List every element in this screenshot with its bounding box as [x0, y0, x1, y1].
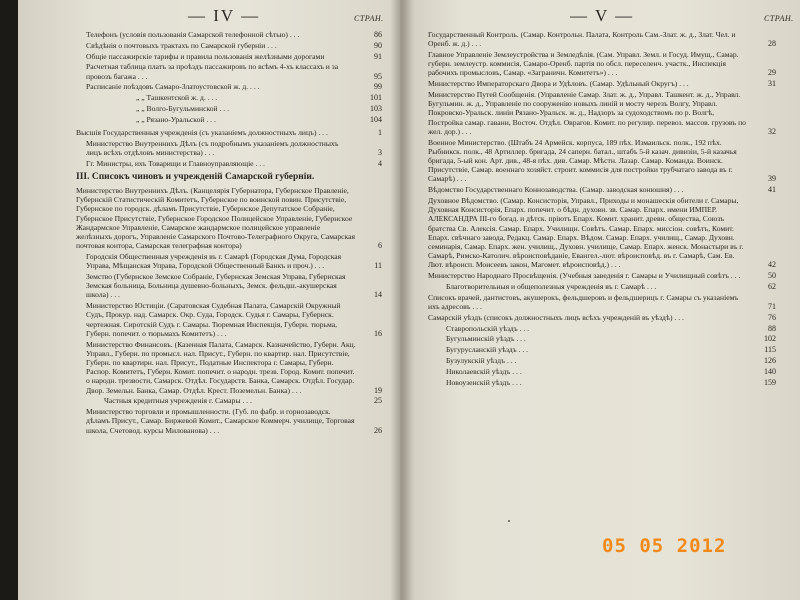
- toc-entry: [418, 324, 776, 333]
- toc-entry-text: Министерство Народнаго Просвѣщенія. (Учебныя заведенія г. Самары и Училищный совѣтъ . . .: [428, 271, 741, 281]
- toc-entry: [76, 104, 382, 113]
- toc-entry-page-number: 126: [764, 356, 776, 366]
- toc-entry: [76, 159, 382, 168]
- section-heading: III. Списокъ чиновъ и учрежденій Самарской губерніи.: [76, 171, 315, 182]
- toc-entry-page-number: 50: [768, 271, 776, 281]
- toc-entry: [76, 41, 382, 50]
- toc-entry: [418, 79, 776, 88]
- toc-entry-text: Вѣдомство Государственнаго Коннозаводства. (Самар. заводская конюшня) . . .: [428, 185, 684, 195]
- toc-entry: [76, 252, 382, 270]
- toc-entry-page-number: 14: [374, 290, 382, 300]
- toc-entry-page-number: 140: [764, 366, 776, 376]
- book-gutter: [390, 0, 414, 600]
- toc-entry-text: „ „ Волго-Бугульминской . . .: [136, 103, 229, 113]
- toc-entry-text: Министерство Внутреннихъ Дѣлъ. (Канцелярія Губернатора, Губернское Правленіе, Губернскій Статистическій Комитетъ, Губернское по воинской повин. Присутствіе, Губернское по городск. дѣламъ Присутствіе, Губернское Депутатское Собраніе, Губернское Присутствіе, Губернское Городское Полицейское Управленіе, Губернское Жандармское Управленіе, Самарское жандармское полицейское управленіе желѣзныхъ дорогъ, Управленіе Самарского Почтово-Телеграфного Округа, Самарская почтовая контора, Самарская телеграфная контора): [76, 185, 355, 251]
- toc-entry: [76, 340, 382, 395]
- toc-entry: [418, 367, 776, 376]
- toc-entry: [76, 115, 382, 124]
- toc-entry-page-number: 31: [768, 79, 776, 89]
- toc-entry-text: Бузулукскій уѣздъ . . .: [446, 356, 517, 366]
- toc-entry-page-number: 99: [374, 82, 382, 92]
- toc-entry-text: Министерство Внутреннихъ Дѣлъ (съ подробнымъ указаніемъ должностныхъ лицъ всѣхъ отдѣловъ министерства) . . .: [86, 138, 339, 157]
- toc-entry-page-number: 90: [374, 40, 382, 50]
- open-book: [18, 0, 800, 600]
- toc-entry-text: Самарскій уѣздъ (списокъ должностныхъ лицъ всѣхъ учрежденій въ уѣздѣ) . . .: [428, 312, 684, 322]
- toc-entry-page-number: 1: [378, 127, 382, 137]
- toc-entry-text: Бугульминскій уѣздъ . . .: [446, 334, 526, 344]
- toc-entry-page-number: 19: [374, 385, 382, 395]
- toc-entry: [76, 301, 382, 338]
- toc-entry-page-number: 26: [374, 425, 382, 435]
- toc-entry-text: Земство (Губернское Земское Собраніе, Губернская Земская Управа, Губернская Земская больница, Больница душевно-больныхъ, Земск. фельдш.-акушерская школа) . . .: [86, 272, 346, 300]
- toc-entry-page-number: 102: [764, 334, 776, 344]
- toc-entry: [418, 271, 776, 280]
- toc-entry: [418, 378, 776, 387]
- toc-entry-page-number: 88: [768, 323, 776, 333]
- toc-entry-text: Духовное Вѣдомство. (Самар. Консисторія, Управл., Приходы и монашескія обители г. Самары, Духовная Консисторія, Епарх. попечит. о бѣдн. духовн. зв. Самар. Епарх. имени ИМПЕР. АЛЕКСАНДРА III-го богад. и дѣтск. пріютъ Епарх. Комит. хранит. древн. общества, Союзъ братства Св. Алексія. Самар. Епарх. Училищн. Совѣтъ. Самар. Епарх. миссіон. совѣтъ, Комит. Епарх. свѣчнаго завода, Редакц. Самар. Епарх. Вѣдом. Самар. Епарх. училищ., Самар. Духовн. семинарія, Самар. Епарх. жен. училищ., Духовн. училище, Самар. Епарх. женск. Монастыри въ г. Самарѣ, Римско-Католич. вѣроисповѣданіе, Евангел.-лют. вѣроисповѣд. въ г. Самарѣ, Сам. Ев. Лют. вѣроисп. Моисеевъ закон, Магомет. вѣроисповѣд.) . . .: [428, 196, 744, 270]
- toc-entry-text: Министерство Юстиціи. (Саратовская Судебная Палата, Самарскій Окружный Судъ, Прокур. над. Самарск. Окр. Суда, Городск. Судья г. Самары, Губернск. чертежная. Сиротскій Судъ г. Самары. Тюремная Инспекція, Губерн. тюрьма, Губерн. попечит. о тюрьмахъ Комитетъ) . . .: [86, 301, 341, 338]
- toc-entry-page-number: 95: [374, 71, 382, 81]
- toc-entry-text: Военное Министерство. (Штабъ 24 Армейск. корпуса, 189 пѣх. Измаильск. полк., 192 пѣх. Рыбникск. полк., 48 Артиллер. бригада, 24 саперн. батал., штабъ 5-й казач. дивизіи, 5-й казачья бригада, 5-ый кон. Арт. див., 48-я пѣх. див. Самар. Мѣстн. Лазар. Самар. Команда. Воинск. Присутствіе, Самар. военнаго хозяйст. строит. коммисія для постройки трубчатаго завода въ г. Самарѣ) . . .: [428, 137, 737, 184]
- toc-entry: [418, 282, 776, 291]
- toc-entry: [76, 128, 382, 137]
- page-column-label-left: СТРАН.: [354, 14, 384, 23]
- toc-entry-text: Общіе пассажирскіе тарифы и правила пользованія желѣзными дорогами: [86, 51, 325, 61]
- page-column-label-right: СТРАН.: [764, 14, 794, 23]
- toc-entry: [76, 186, 382, 250]
- toc-entry: [418, 196, 776, 270]
- toc-entry-text: Городскія Общественныя учрежденія въ г. Самарѣ (Городская Дума, Городская Управа, Мѣщанская Управа, Городской Общественный Банкъ и проч.) . . .: [86, 252, 342, 271]
- toc-entry-text: Расчетная таблица платъ за проѣздъ пассажировъ по всѣмъ 4-хъ классахъ и за провозъ багажа . . .: [86, 62, 339, 81]
- toc-entry-page-number: 32: [768, 126, 776, 136]
- toc-entry-page-number: 28: [768, 39, 776, 49]
- toc-entry: [418, 356, 776, 365]
- toc-entry: [76, 82, 382, 91]
- toc-entry-text: Министерство Императорскаго Двора и Удѣловъ. (Самар. Удѣльный Округъ) . . .: [428, 79, 689, 89]
- toc-entry-text: Министерство Путей Сообщенія. (Управленіе Самар. Злат. ж. д., Управл. Ташкент. ж. д., Управл. Бугульмин. ж. д., Управленіе по сооруженію новыхъ линій и мосту черезъ Волгу, Управл. Покровско-Уральск. линіи Рязано-Уральск. ж. д., Надзоръ за судоходствомъ по р. Волгѣ, Постройка самар. гавани, Восточ. Отдѣл. Оврагов. Комит. по регулир. перевоз. массов. грузовъ по жел. дор.) . . .: [428, 90, 746, 136]
- toc-entry: [76, 139, 382, 157]
- toc-entry-text: „ „ Ташкентской ж. д. . . .: [136, 93, 218, 103]
- toc-entry-page-number: 25: [374, 396, 382, 406]
- toc-entry-text: Государственный Контроль. (Самар. Контрольн. Палата, Контроль Сам.-Злат. ж. д., Злат. Чел. и Оренб. ж. д.) . . .: [428, 30, 736, 49]
- toc-entry: [418, 185, 776, 194]
- toc-entry-page-number: 76: [768, 312, 776, 322]
- toc-entry-page-number: 104: [370, 114, 382, 124]
- toc-entry: [418, 345, 776, 354]
- toc-entry-text: Ставропольскій уѣздъ . . .: [446, 323, 530, 333]
- toc-entry-page-number: 101: [370, 93, 382, 103]
- page-header-left: — IV —: [188, 6, 261, 25]
- toc-entry-page-number: 42: [768, 260, 776, 270]
- toc-entry-text: Частныя кредитныя учрежденія г. Самары . . .: [104, 396, 252, 406]
- toc-entry-page-number: 11: [374, 261, 382, 271]
- left-page: [18, 0, 400, 600]
- toc-entry-text: Списокъ врачей, дантистовъ, акушерокъ, фельдшеровъ и фельдшерицъ г. Самары съ указаніемъ ихъ адресовъ . . .: [428, 292, 739, 312]
- toc-entry-page-number: 3: [378, 147, 382, 157]
- photo-date-stamp: 05 05 2012: [602, 535, 727, 557]
- toc-entry-text: Благотворительныя и общеполезныя учрежденія въ г. Самарѣ . . .: [446, 282, 657, 292]
- toc-entry-text: Главное Управленіе Землеустройства и Земледѣлія. (Сам. Управл. Земл. и Госуд. Имущ., Самар. губерн. землеустр. коммисія, Самаро-Оренб. партія по обсл. переселенч. участк., Инспекція рабочихъ промысловъ, Самар. «Заграничн. Комитетъ») . . .: [428, 50, 739, 78]
- toc-entry: [418, 90, 776, 136]
- toc-entry-page-number: 29: [768, 68, 776, 78]
- table-of-contents-right: [418, 30, 776, 388]
- toc-entry: [418, 334, 776, 343]
- page-header-right: — V —: [570, 6, 635, 25]
- toc-entry: [76, 62, 382, 80]
- toc-entry-page-number: 71: [768, 302, 776, 312]
- toc-entry: [76, 30, 382, 39]
- toc-entry: [76, 52, 382, 61]
- toc-entry-text: Бугурусланскій уѣздъ . . .: [446, 345, 529, 355]
- toc-entry: [418, 50, 776, 78]
- toc-entry: [418, 30, 776, 48]
- toc-entry-page-number: 159: [764, 377, 776, 387]
- toc-entry: [76, 396, 382, 405]
- table-of-contents-left: [76, 30, 382, 436]
- toc-entry-text: Высшія Государственныя учрежденія (съ указаніемъ должностныхъ лицъ) . . .: [76, 127, 328, 137]
- right-page: [400, 0, 800, 600]
- toc-entry-page-number: 6: [378, 241, 382, 251]
- toc-entry-page-number: 115: [764, 345, 776, 355]
- toc-entry-text: „ „ Рязано-Уральской . . .: [136, 114, 216, 124]
- toc-entry-text: Министерство Финансовъ. (Казенная Палата, Самарск. Казначейство, Губерн. Акц. Управл., Губерн. по промысл. нал. Присут., Губерн. по квартир. нал. Присутствіе, Губерн. по квартирн. нал. Присут., Податные Инспектора г. Самары, Губерн. Распор. Комитетъ, Губерн. Комит. попечит. о народн. трезв. Город. Комит. попечит. о народн. трезвости, Самарск. Отдѣл. Государств. Банка, Самарск. Отдѣл. Государ. Двор. Земельн. Банка, Самар. Отдѣл. Крест. Поземельн. Банка) . . .: [86, 339, 356, 395]
- toc-entry: [76, 407, 382, 435]
- toc-entry: [418, 293, 776, 311]
- toc-entry-page-number: 4: [378, 158, 382, 168]
- toc-entry: [76, 93, 382, 102]
- toc-entry-text: Министерство торговли и промышленности. (Губ. по фабр. и горнозаводск. дѣламъ Присут., Самар. Биржевой Комит., Самарское Коммерч. училище, Торговая школа, Счетовод. курсы Милованова) . . .: [86, 407, 355, 435]
- toc-entry-text: Расписаніе поѣздовъ Самаро-Златоустовской ж. д. . . .: [86, 82, 260, 92]
- toc-entry-text: Новоузенскій уѣздъ . . .: [446, 377, 522, 387]
- toc-entry-page-number: 41: [768, 185, 776, 195]
- toc-entry-text: Гг. Министры, ихъ Товарищи и Главноуправляющіе . . .: [86, 158, 265, 168]
- ink-dot: [508, 520, 510, 522]
- toc-entry-page-number: 103: [370, 103, 382, 113]
- toc-entry-page-number: 16: [374, 328, 382, 338]
- toc-entry: [76, 272, 382, 300]
- toc-entry-page-number: 91: [374, 51, 382, 61]
- toc-entry-text: Телефонъ (условія пользованія Самарской телефонной сѣтью) . . .: [86, 30, 300, 39]
- toc-entry-page-number: 39: [768, 174, 776, 184]
- toc-entry-text: Свѣдѣнія о почтовыхъ трактахъ по Самарской губерніи . . .: [86, 40, 277, 50]
- toc-entry-text: Николаевскій уѣздъ . . .: [446, 366, 522, 376]
- toc-entry-page-number: 86: [374, 30, 382, 39]
- toc-entry: [418, 138, 776, 184]
- toc-entry-page-number: 62: [768, 282, 776, 292]
- toc-entry: [418, 313, 776, 322]
